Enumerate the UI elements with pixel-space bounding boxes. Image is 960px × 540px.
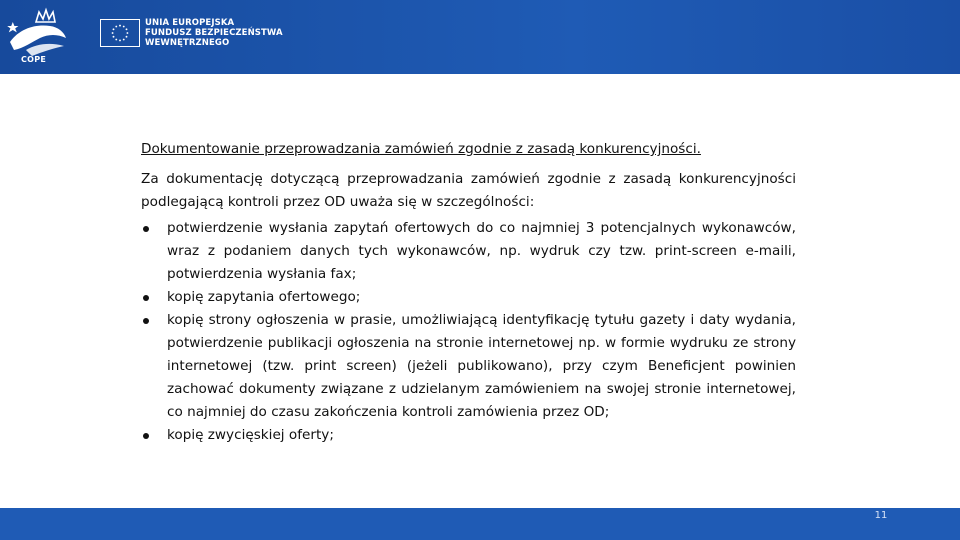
slide-content — [141, 138, 796, 447]
eu-line: FUNDUSZ BEZPIECZEŃSTWA — [145, 28, 283, 38]
page-number: 11 — [874, 510, 888, 521]
eu-flag-icon — [100, 19, 140, 47]
eu-line: WEWNĘTRZNEGO — [145, 38, 230, 48]
bullet-icon — [143, 295, 149, 301]
bullet-icon — [143, 226, 149, 232]
section-heading: Dokumentowanie przeprowadzania zamówień zgodnie z zasadą konkurencyjności. — [141, 141, 701, 157]
eu-fund-label — [145, 18, 283, 48]
intro-paragraph: Za dokumentację dotyczącą przeprowadzania zamówień zgodnie z zasadą konkurencyjności podlegającą kontroli przez OD uważa się w szczególności: — [141, 171, 796, 210]
cope-logo-text: COPE — [21, 55, 47, 64]
bullet-list — [141, 217, 796, 447]
header-bar — [0, 0, 960, 74]
list-item-text: kopię zwycięskiej oferty; — [167, 427, 334, 443]
bullet-icon — [143, 433, 149, 439]
list-item — [141, 309, 796, 424]
list-item — [141, 286, 796, 309]
list-item — [141, 217, 796, 286]
eu-line: UNIA EUROPEJSKA — [145, 18, 235, 28]
bullet-icon — [143, 318, 149, 324]
list-item-text: kopię strony ogłoszenia w prasie, umożliwiającą identyfikację tytułu gazety i daty wydania, potwierdzenie publikacji ogłoszenia na stronie internetowej np. w formie wydruku ze strony internetowej (tzw. print screen) (jeżeli publikowano), przy czym Beneficjent powinien zachować dokumenty związane z udzielanym zamówieniem na swojej stronie internetowej, co najmniej do czasu zakończenia kontroli zamówienia przez OD; — [167, 312, 796, 420]
footer-bar — [0, 508, 960, 540]
list-item — [141, 424, 796, 447]
list-item-text: kopię zapytania ofertowego; — [167, 289, 361, 305]
list-item-text: potwierdzenie wysłania zapytań ofertowych do co najmniej 3 potencjalnych wykonawców, wraz z podaniem danych tych wykonawców, np. wydruk czy tzw. print-screen e-maili, potwierdzenia wysłania fax; — [167, 220, 796, 282]
